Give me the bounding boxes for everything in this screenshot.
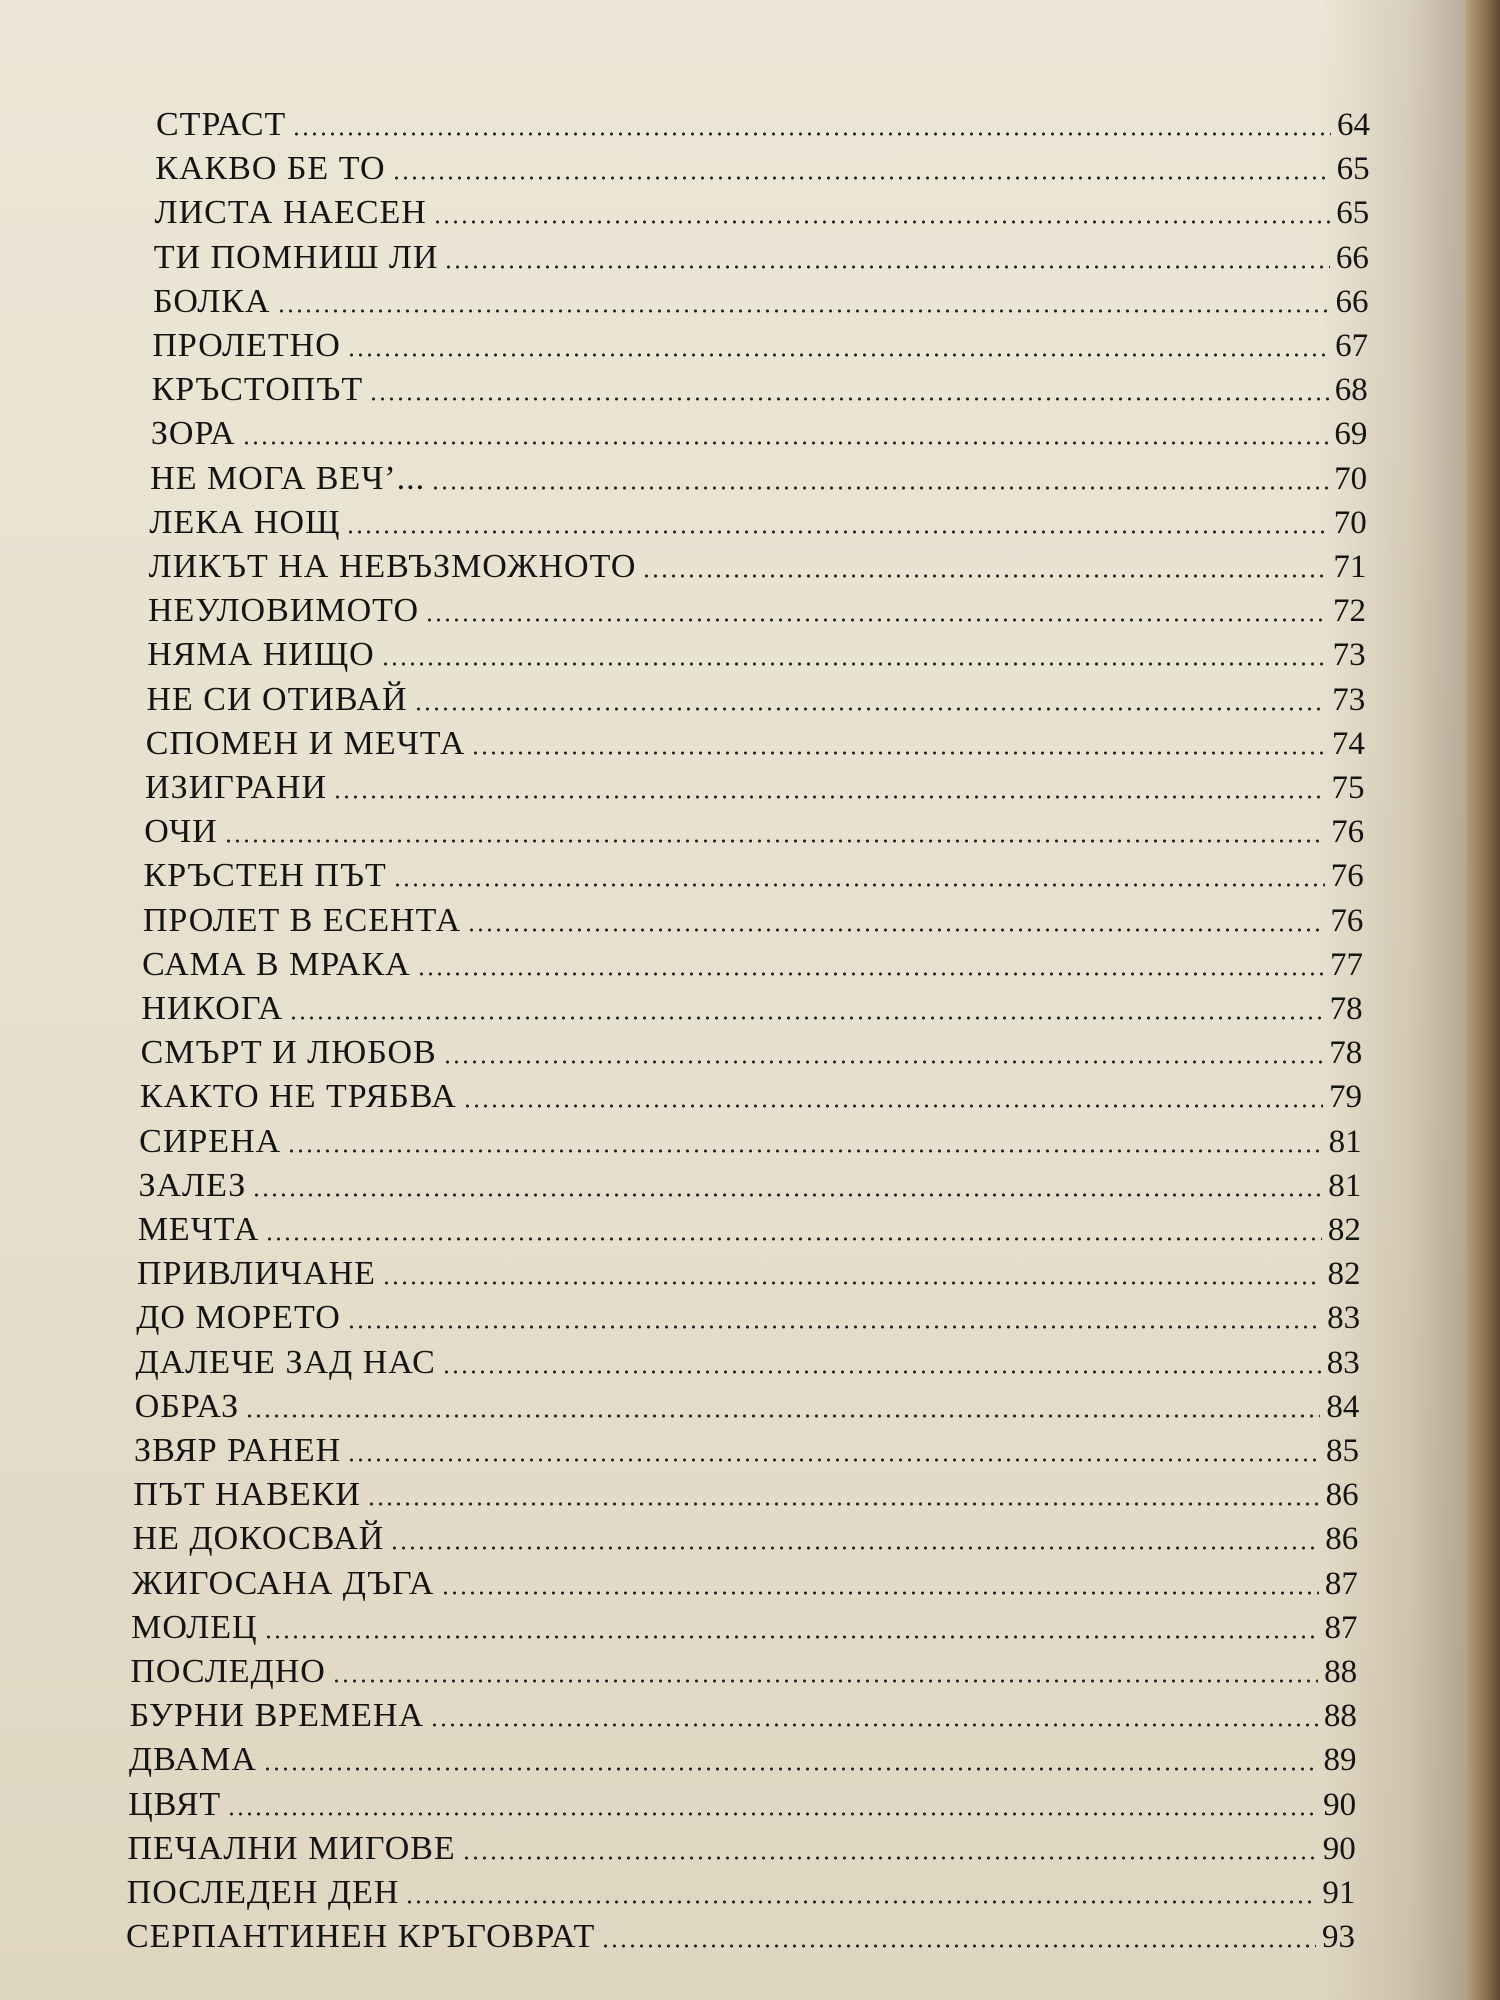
toc-entry <box>139 1113 1361 1159</box>
toc-entry <box>136 1334 1360 1380</box>
toc-entry <box>128 1776 1356 1822</box>
toc-entry-title: ЛИКЪТ НА НЕВЪЗМОЖНОТО <box>148 548 637 585</box>
dot-leader <box>467 928 1324 932</box>
toc-entry-page-number: 91 <box>1322 1875 1356 1911</box>
toc-entry-title: ПОСЛЕДЕН ДЕН <box>126 1874 400 1911</box>
toc-entry <box>131 1599 1357 1645</box>
toc-entry-title: КРЪСТЕН ПЪТ <box>143 857 387 895</box>
toc-entry-page-number: 78 <box>1329 991 1363 1027</box>
toc-entry-page-number: 70 <box>1333 504 1367 541</box>
toc-entry-page-number: 88 <box>1323 1698 1357 1735</box>
dot-leader <box>392 176 1331 180</box>
toc-entry-page-number: 69 <box>1334 416 1368 453</box>
toc-entry-page-number: 76 <box>1331 814 1365 851</box>
toc-entry-title: ПЪТ НАВЕКИ <box>133 1476 361 1514</box>
toc-entry-title: НЕ МОГА ВЕЧ’... <box>150 459 426 497</box>
toc-entry-title: ЗВЯР РАНЕН <box>134 1432 342 1469</box>
toc-entry <box>130 1643 1357 1689</box>
toc-entry <box>142 936 1363 982</box>
toc-entry-page-number: 64 <box>1337 107 1370 143</box>
toc-entry-title: ДВАМА <box>128 1741 257 1779</box>
toc-entry <box>138 1157 1361 1203</box>
dot-leader <box>369 397 1329 401</box>
toc-entry-title: БУРНИ ВРЕМЕНА <box>129 1697 425 1735</box>
dot-leader <box>462 1856 1317 1860</box>
toc-entry <box>149 494 1366 540</box>
dot-leader <box>442 1370 1321 1374</box>
toc-entry-page-number: 88 <box>1324 1654 1358 1690</box>
toc-entry-title: МОЛЕЦ <box>131 1608 258 1646</box>
dot-leader <box>287 1149 1322 1153</box>
toc-entry <box>127 1820 1355 1866</box>
dot-leader <box>425 618 1327 622</box>
toc-entry-title: СПОМЕН И МЕЧТА <box>145 724 466 762</box>
toc-entry <box>129 1731 1357 1777</box>
toc-entry-page-number: 90 <box>1322 1830 1356 1867</box>
toc-entry-page-number: 81 <box>1328 1167 1362 1204</box>
toc-entry-title: КАКТО НЕ ТРЯБВА <box>139 1078 457 1116</box>
toc-entry <box>144 803 1364 849</box>
dot-leader <box>405 1900 1316 1904</box>
dot-leader <box>292 132 1331 136</box>
dot-leader <box>242 441 1329 445</box>
dot-leader <box>347 1325 1321 1329</box>
toc-entry <box>132 1555 1358 1601</box>
toc-entry-page-number: 86 <box>1325 1521 1359 1558</box>
toc-entry-page-number: 66 <box>1335 283 1369 320</box>
toc-entry-page-number: 81 <box>1328 1123 1362 1160</box>
toc-entry-title: ПРОЛЕТ В ЕСЕНТА <box>142 901 462 939</box>
toc-entry-title: НЕУЛОВИМОТО <box>147 592 420 630</box>
toc-entry-page-number: 76 <box>1330 858 1364 895</box>
dot-leader <box>393 883 1325 887</box>
toc-entry-page-number: 72 <box>1332 593 1366 630</box>
toc-entry-page-number: 89 <box>1323 1742 1357 1779</box>
dot-leader <box>441 1591 1319 1595</box>
toc-entry-title: ЦВЯТ <box>128 1785 222 1823</box>
toc-entry-title: НЕ СИ ОТИВАЙ <box>146 680 408 718</box>
toc-entry-page-number: 90 <box>1323 1786 1357 1823</box>
toc-entry <box>154 229 1369 275</box>
dot-leader <box>433 220 1330 224</box>
toc-entry <box>146 671 1365 717</box>
toc-entry-page-number: 73 <box>1332 681 1366 718</box>
dot-leader <box>347 353 1329 357</box>
toc-entry-title: ПРОЛЕТНО <box>152 327 341 364</box>
toc-entry <box>138 1201 1361 1247</box>
toc-entry-title: ПРИВЛИЧАНЕ <box>136 1255 376 1293</box>
toc-entry <box>136 1289 1360 1335</box>
toc-entry-title: СТРАСТ <box>156 106 287 143</box>
toc-entry-page-number: 79 <box>1328 1079 1362 1116</box>
toc-entry-title: ПОСЛЕДНО <box>130 1653 326 1690</box>
toc-entry-title: ПЕЧАЛНИ МИГОВЕ <box>127 1829 456 1867</box>
toc-entry-title: ЗОРА <box>150 415 236 453</box>
toc-entry <box>141 1024 1363 1070</box>
toc-entry-page-number: 83 <box>1327 1300 1361 1337</box>
toc-entry-title: ДО МОРЕТО <box>136 1299 341 1337</box>
dot-leader <box>289 1016 1323 1020</box>
toc-entry <box>149 538 1367 584</box>
dot-leader <box>333 795 1325 799</box>
toc-entry-title: НЯМА НИЩО <box>147 636 375 674</box>
toc-entry-title: КАКВО БЕ ТО <box>155 150 386 188</box>
toc-entry <box>150 450 1367 496</box>
toc-entry-page-number: 87 <box>1324 1609 1358 1646</box>
book-spine-shadow <box>1466 0 1500 2000</box>
toc-entry <box>141 980 1362 1026</box>
dot-leader <box>414 707 1327 711</box>
dot-leader <box>332 1679 1318 1683</box>
toc-entry <box>133 1510 1359 1556</box>
toc-entry-title: САМА В МРАКА <box>142 945 411 983</box>
toc-entry-title: ОБРАЗ <box>134 1387 240 1425</box>
dot-leader <box>417 972 1324 976</box>
dot-leader <box>263 1767 1317 1771</box>
dot-leader <box>601 1944 1316 1948</box>
toc-entry-title: ИЗИГРАНИ <box>145 769 328 806</box>
toc-entry-page-number: 82 <box>1327 1256 1361 1293</box>
dot-leader <box>367 1502 1320 1506</box>
dot-leader <box>245 1414 1320 1418</box>
toc-entry <box>152 361 1368 407</box>
dot-leader <box>227 1812 1317 1816</box>
toc-entry-page-number: 70 <box>1334 460 1368 497</box>
toc-entry <box>130 1687 1357 1733</box>
dot-leader <box>346 530 1327 534</box>
toc-entry-title: НИКОГА <box>141 990 284 1027</box>
toc-entry-page-number: 74 <box>1331 725 1365 762</box>
toc-entry <box>135 1378 1360 1424</box>
dot-leader <box>443 1060 1324 1064</box>
toc-entry-title: МЕЧТА <box>137 1211 260 1248</box>
toc-entry-title: ЗАЛЕЗ <box>138 1166 247 1204</box>
toc-entry-title: СМЪРТ И ЛЮБОВ <box>140 1034 437 1072</box>
toc-entry <box>143 892 1364 938</box>
toc-entry-page-number: 93 <box>1322 1919 1355 1956</box>
toc-entry-page-number: 71 <box>1333 549 1367 585</box>
toc-entry <box>146 715 1365 761</box>
dot-leader <box>381 662 1327 666</box>
toc-entry-title: БОЛКА <box>153 282 271 320</box>
toc-entry-title: СИРЕНА <box>139 1122 282 1160</box>
toc-entry-page-number: 75 <box>1331 770 1365 806</box>
dot-leader <box>430 1723 1318 1727</box>
toc-entry-page-number: 84 <box>1326 1388 1360 1425</box>
dot-leader <box>642 574 1327 578</box>
toc-entry <box>134 1422 1359 1468</box>
dot-leader <box>347 1458 1320 1462</box>
toc-entry-page-number: 67 <box>1335 328 1369 364</box>
toc-entry-page-number: 76 <box>1330 902 1364 939</box>
toc-entry <box>127 1864 1356 1910</box>
toc-entry <box>147 626 1365 672</box>
toc-entry <box>155 184 1370 230</box>
toc-entry <box>148 582 1366 628</box>
toc-entry <box>126 1908 1355 1954</box>
toc-entry-title: ТИ ПОМНИШ ЛИ <box>153 238 439 276</box>
toc-entry-page-number: 87 <box>1324 1565 1358 1602</box>
toc-entry <box>145 759 1364 805</box>
toc-entry-page-number: 66 <box>1335 239 1369 276</box>
toc-entry-page-number: 83 <box>1326 1344 1360 1381</box>
toc-entry-title: НЕ ДОКОСВАЙ <box>132 1520 385 1558</box>
dot-leader <box>224 839 1325 843</box>
toc-entry-page-number: 78 <box>1329 1035 1363 1072</box>
dot-leader <box>277 309 1330 313</box>
dot-leader <box>264 1635 1319 1639</box>
toc-entry <box>156 96 1370 142</box>
toc-entry-title: ЛИСТА НАЕСЕН <box>154 194 427 232</box>
dot-leader <box>471 751 1325 755</box>
toc-entry <box>144 847 1364 893</box>
dot-leader <box>265 1237 1321 1241</box>
toc-entry <box>137 1245 1361 1291</box>
toc-entry-title: СЕРПАНТИНЕН КРЪГОВРАТ <box>126 1918 596 1956</box>
toc-entry-title: ОЧИ <box>144 813 218 851</box>
dot-leader <box>463 1104 1323 1108</box>
toc-entry <box>133 1466 1358 1512</box>
toc-entry-page-number: 73 <box>1332 637 1366 674</box>
toc-entry-page-number: 86 <box>1325 1477 1359 1514</box>
dot-leader <box>252 1193 1322 1197</box>
toc-entry-title: ЛЕКА НОЩ <box>149 503 341 541</box>
toc-entry <box>140 1068 1362 1114</box>
toc-entry-page-number: 82 <box>1327 1212 1361 1248</box>
toc-entry-page-number: 85 <box>1326 1433 1360 1469</box>
toc-entry-page-number: 77 <box>1330 946 1364 983</box>
dot-leader <box>390 1546 1319 1550</box>
toc-entry-title: ЖИГОСАНА ДЪГА <box>131 1564 435 1602</box>
toc-entry-page-number: 65 <box>1336 195 1370 232</box>
toc-entry-title: ДАЛЕЧЕ ЗАД НАС <box>135 1343 436 1381</box>
toc-entry <box>155 140 1369 186</box>
dot-leader <box>382 1281 1322 1285</box>
dot-leader <box>431 486 1328 490</box>
toc-entry-page-number: 65 <box>1336 151 1370 188</box>
dot-leader <box>444 265 1329 269</box>
toc-entry-page-number: 68 <box>1334 372 1368 409</box>
toc-entry <box>152 317 1368 363</box>
toc-entry <box>153 273 1368 319</box>
toc-entry-title: КРЪСТОПЪТ <box>151 371 364 409</box>
toc-entry <box>151 405 1368 451</box>
